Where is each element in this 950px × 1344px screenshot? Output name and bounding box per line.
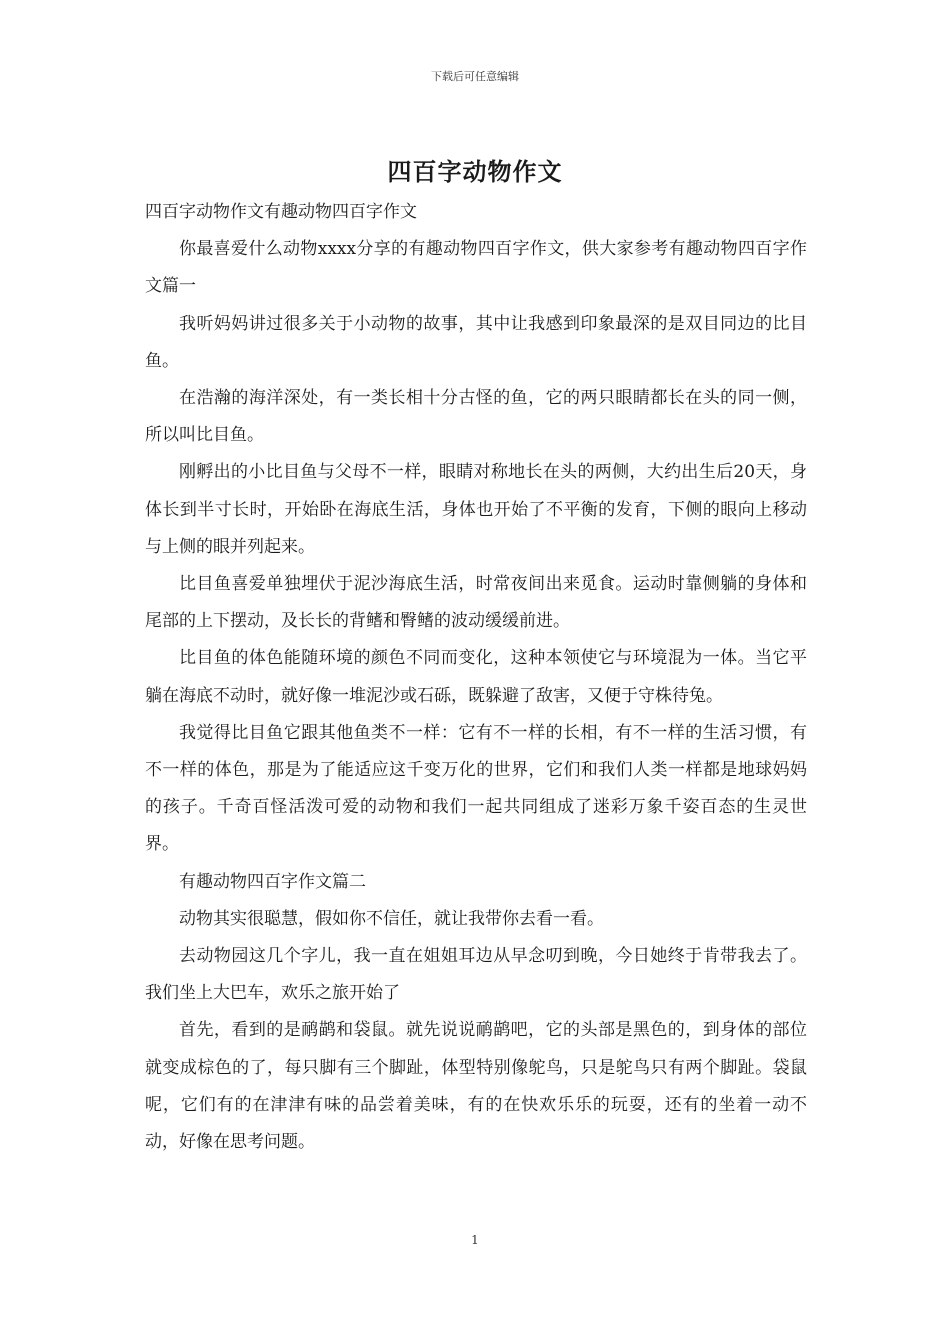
body-paragraph: 动物其实很聪慧，假如你不信任，就让我带你去看一看。 <box>179 908 604 929</box>
body-paragraph: 有趣动物四百字作文篇二 <box>179 871 366 892</box>
document-body <box>145 194 807 1161</box>
page-header-note: 下载后可任意编辑 <box>431 70 519 83</box>
document-title: 四百字动物作文 <box>387 157 563 186</box>
body-paragraph: 在浩瀚的海洋深处，有一类长相十分古怪的鱼，它的两只眼睛都长在头的同一侧，所以叫比目鱼。 <box>145 388 807 446</box>
body-paragraph: 比目鱼的体色能随环境的颜色不同而变化，这种本领使它与环境混为一体。当它平躺在海底不动时，就好像一堆泥沙或石砾，既躲避了敌害，又便于守株待兔。 <box>145 648 807 706</box>
body-paragraph: 我觉得比目鱼它跟其他鱼类不一样：它有不一样的长相，有不一样的生活习惯，有不一样的体色，那是为了能适应这千变万化的世界，它们和我们人类一样都是地球妈妈的孩子。千奇百怪活泼可爱的动物和我们一起共同组成了迷彩万象千姿百态的生灵世界。 <box>145 722 807 855</box>
body-paragraph: 去动物园这几个字儿，我一直在姐姐耳边从早念叨到晚，今日她终于肯带我去了。我们坐上大巴车，欢乐之旅开始了 <box>145 946 807 1004</box>
page-number: 1 <box>471 1233 479 1247</box>
body-paragraph: 刚孵出的小比目鱼与父母不一样，眼睛对称地长在头的两侧，大约出生后20天，身体长到半寸长时，开始卧在海底生活，身体也开始了不平衡的发育，下侧的眼向上移动与上侧的眼并列起来。 <box>145 462 807 557</box>
body-paragraph: 我听妈妈讲过很多关于小动物的故事，其中让我感到印象最深的是双目同边的比目鱼。 <box>145 313 807 371</box>
body-paragraph: 四百字动物作文有趣动物四百字作文 <box>145 202 417 222</box>
body-paragraph: 首先，看到的是鸸鹋和袋鼠。就先说说鸸鹋吧，它的头部是黑色的，到身体的部位就变成棕色的了，每只脚有三个脚趾，体型特别像鸵鸟，只是鸵鸟只有两个脚趾。袋鼠呢，它们有的在津津有味的品尝着美味，有的在快欢乐乐的玩耍，还有的坐着一动不动，好像在思考问题。 <box>145 1020 807 1153</box>
body-paragraph: 你最喜爱什么动物xxxx分享的有趣动物四百字作文，供大家参考有趣动物四百字作文篇一 <box>145 239 807 297</box>
body-paragraph: 比目鱼喜爱单独埋伏于泥沙海底生活，时常夜间出来觅食。运动时靠侧躺的身体和尾部的上下摆动，及长长的背鳍和臀鳍的波动缓缓前进。 <box>145 574 807 632</box>
